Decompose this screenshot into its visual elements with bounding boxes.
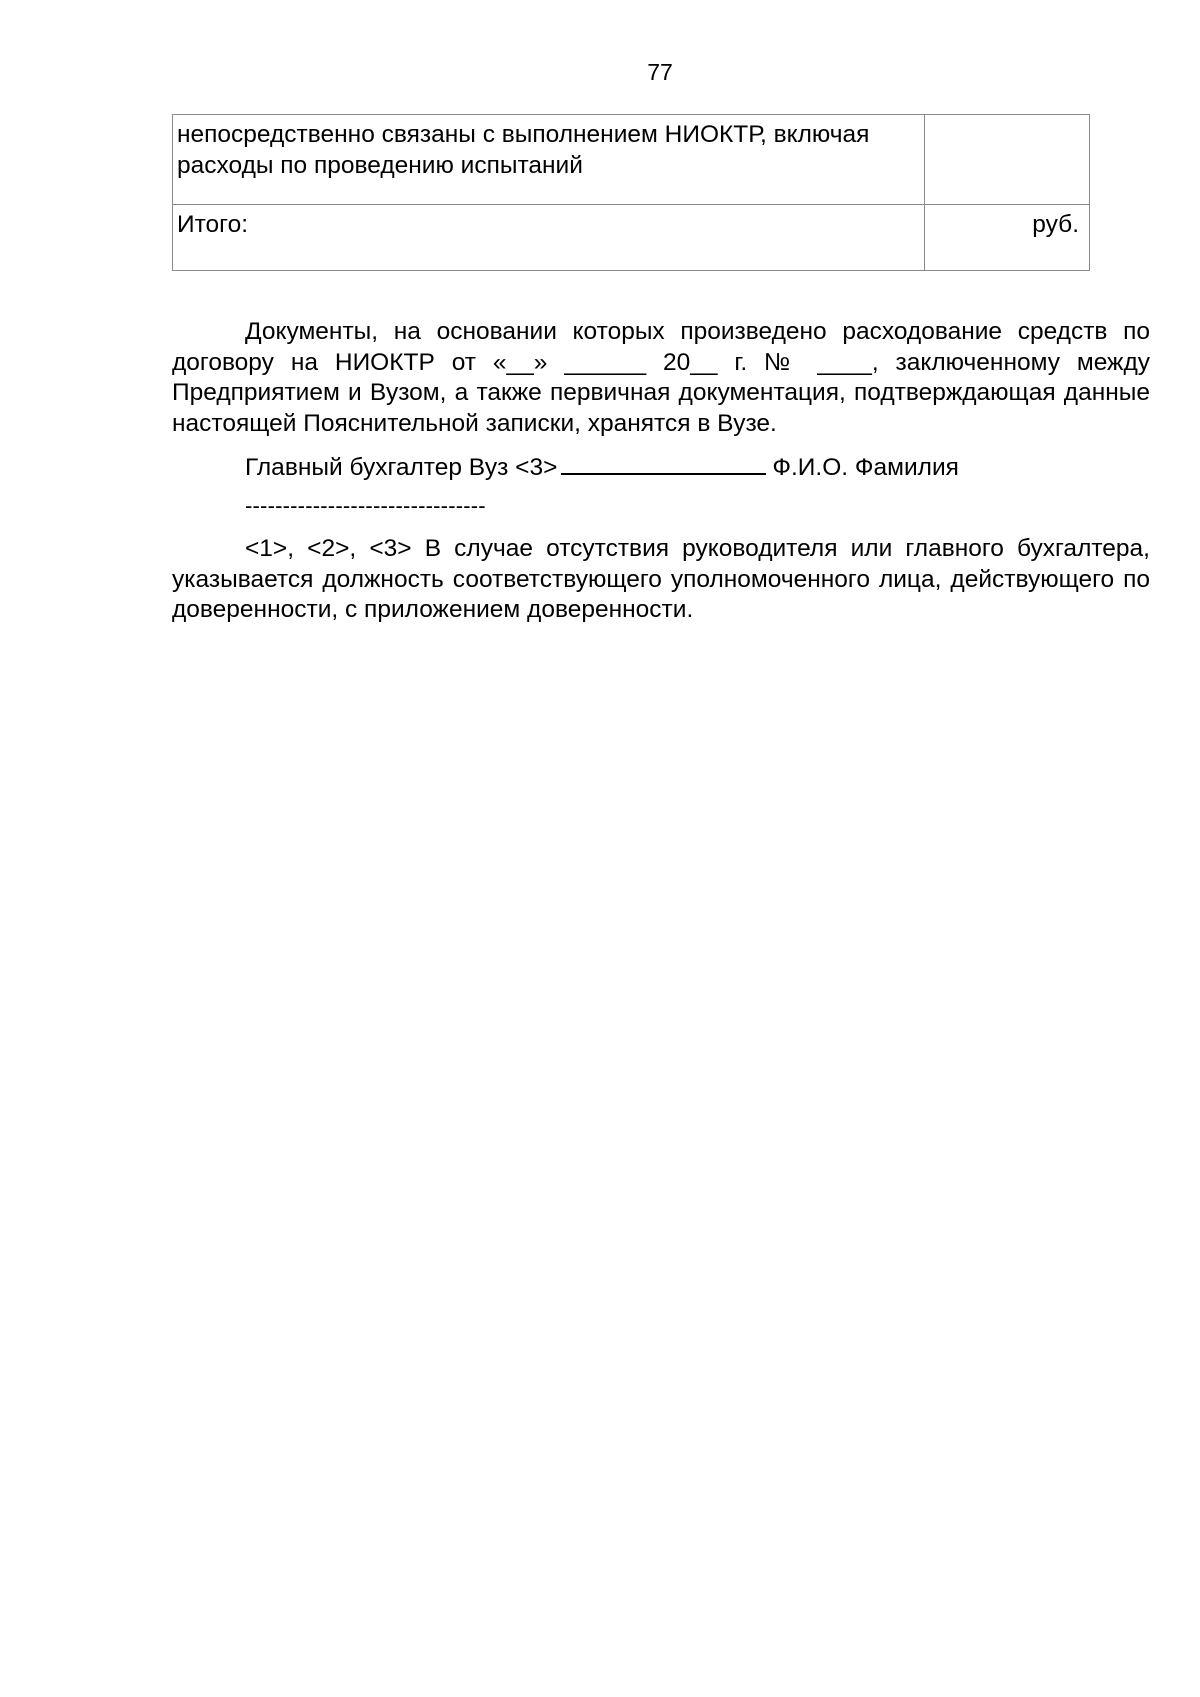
- table-cell-total-label: Итого:: [173, 205, 925, 271]
- signature-label: Главный бухгалтер Вуз <3>: [245, 454, 558, 481]
- signature-line: [245, 451, 959, 483]
- table-cell-amount: [925, 115, 1090, 205]
- table-cell-total-amount: руб.: [925, 205, 1090, 271]
- table-row: [173, 115, 1090, 205]
- signature-blank: [561, 451, 766, 475]
- footnote-separator: --------------------------------: [245, 493, 486, 518]
- expense-table: [172, 114, 1090, 271]
- table-cell-description: непосредственно связаны с выполнением НИОКТР, включая расходы по проведению испытаний: [173, 115, 925, 205]
- paragraph-documents: Документы, на основании которых произведено расходование средств по договору на НИОКТР от «__» ______ 20__ г. № ____, заключенному между Предприятием и Вузом, а также первичная документация, подтверждающая данные настоящей Пояснительной записки, хранятся в Вузе.: [172, 318, 1150, 437]
- signature-name: Ф.И.О. Фамилия: [772, 454, 959, 481]
- footnote: <1>, <2>, <3> В случае отсутствия руководителя или главного бухгалтера, указывается должность соответствующего уполномоченного лица, действующего по доверенности, с приложением доверенности.: [172, 535, 1150, 623]
- table-row-total: [173, 205, 1090, 271]
- page-number: 77: [647, 59, 673, 85]
